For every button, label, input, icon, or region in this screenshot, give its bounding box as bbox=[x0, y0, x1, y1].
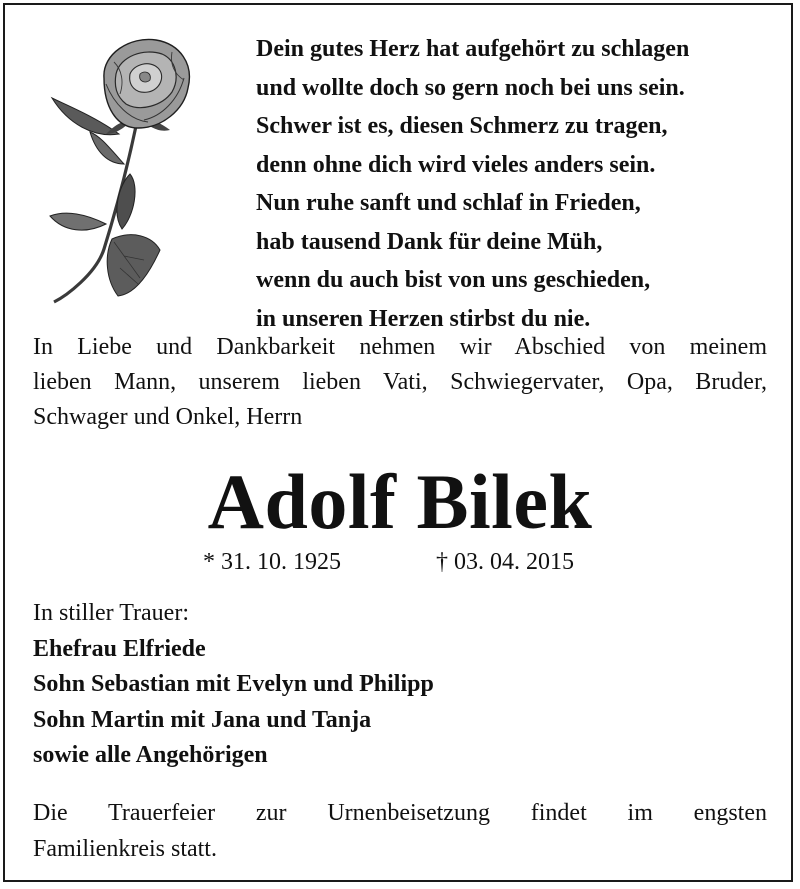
death-date: † 03. 04. 2015 bbox=[436, 549, 574, 575]
birth-date: * 31. 10. 1925 bbox=[203, 549, 341, 575]
deceased-name: Adolf Bilek bbox=[207, 458, 593, 545]
closing-line: Die Trauerfeier zur Urnenbeisetzung findet im engsten bbox=[33, 800, 767, 826]
poem-line: denn ohne dich wird vieles anders sein. bbox=[256, 151, 656, 178]
poem-line: Nun ruhe sanft und schlaf in Frieden, bbox=[256, 190, 641, 216]
mourners-block bbox=[33, 596, 434, 774]
mourner-name: sowie alle Angehörigen bbox=[33, 742, 268, 768]
intro-line: Schwager und Onkel, Herrn bbox=[33, 404, 303, 430]
poem-line: Dein gutes Herz hat aufgehört zu schlagen bbox=[256, 36, 690, 62]
intro-paragraph bbox=[33, 330, 767, 435]
mourners-heading: In stiller Trauer: bbox=[33, 600, 189, 626]
poem bbox=[256, 30, 689, 338]
poem-line: Schwer ist es, diesen Schmerz zu tragen, bbox=[256, 113, 668, 139]
mourner-name: Sohn Martin mit Jana und Tanja bbox=[33, 706, 372, 733]
poem-line: wenn du auch bist von uns geschieden, bbox=[256, 267, 651, 293]
intro-line: In Liebe und Dankbarkeit nehmen wir Abschied von meinem bbox=[33, 334, 767, 360]
poem-line: und wollte doch so gern noch bei uns sein. bbox=[256, 74, 685, 101]
poem-line: in unseren Herzen stirbst du nie. bbox=[256, 305, 591, 332]
mourner-name: Ehefrau Elfriede bbox=[33, 635, 206, 662]
closing-line: Familienkreis statt. bbox=[33, 836, 217, 862]
intro-line: lieben Mann, unserem lieben Vati, Schwiegervater, Opa, Bruder, bbox=[33, 369, 767, 395]
poem-line: hab tausend Dank für deine Müh, bbox=[256, 228, 603, 255]
mourner-name: Sohn Sebastian mit Evelyn und Philipp bbox=[33, 671, 434, 697]
closing-paragraph bbox=[33, 795, 767, 867]
rose-icon bbox=[44, 34, 204, 304]
